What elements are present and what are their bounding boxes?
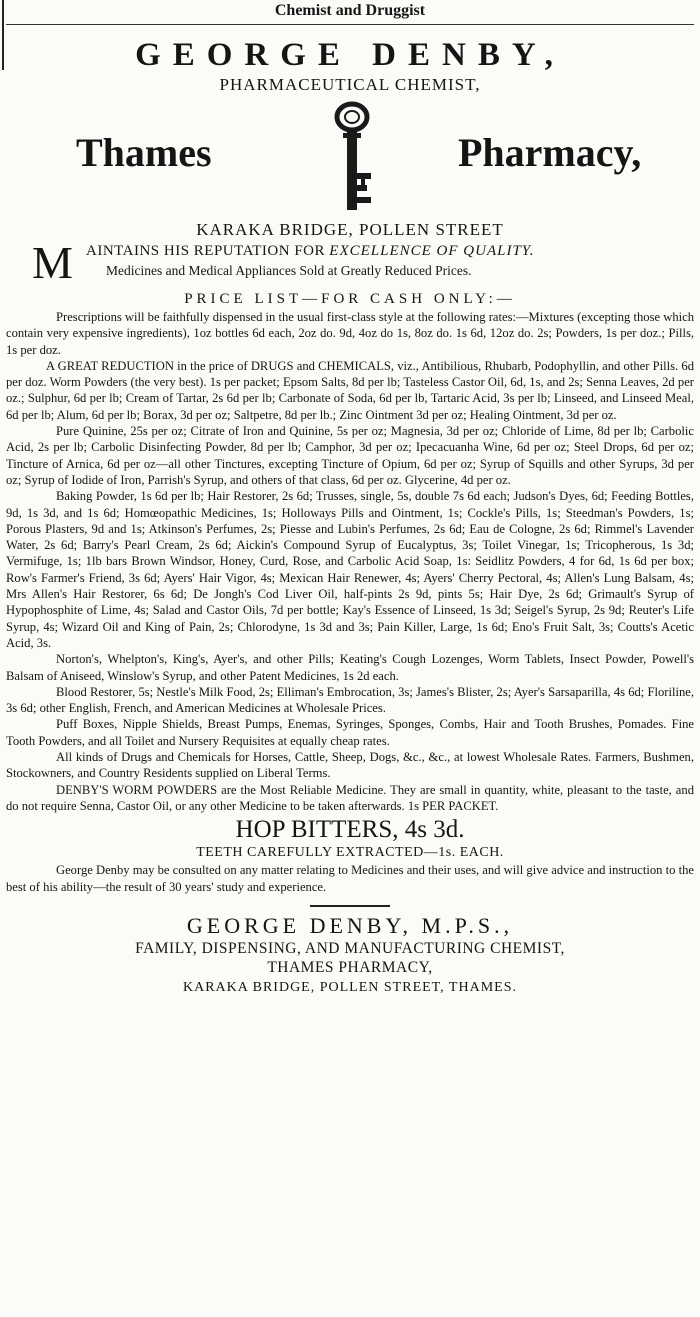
street-address: KARAKA BRIDGE, POLLEN STREET [196, 220, 504, 239]
footer-name: GEORGE DENBY, M.P.S., [186, 912, 514, 938]
paragraph-reduction: A GREAT REDUCTION in the price of DRUGS and CHEMICALS, viz., Antibilious, Rhubarb, Podophyllin, and other Pills. 6d per doz. Worm Powders (the very best). 1s per packet; Epsom Salts, 8d per lb; Tasteless Castor Oil, 6d, 1s, and 2s; Senna Leaves, 2d per oz.; Sulphur, 6d per lb; Cream of Tartar, 2s 6d per lb; Carbonate of Soda, 6d per lb, Tartaric Acid, 3s per lb; Linseed, and Linseed Meal, 6d per lb; Alum, 6d per lb; Borax, 3d per oz; Saltpetre, 8d per lb.; Zinc Ointment 3d per oz; Healing Ointment, 3d per oz. [6, 358, 694, 422]
reputation-block [6, 237, 694, 288]
divider-rule [310, 905, 390, 907]
reduced-prices-line: Medicines and Medical Appliances Sold at Greatly Reduced Prices. [106, 263, 472, 278]
business-subtitle: PHARMACEUTICAL CHEMIST, [219, 75, 481, 94]
left-column-rule [2, 0, 4, 70]
footer-pharmacy-line: THAMES PHARMACY, [267, 958, 433, 976]
business-name: GEORGE DENBY, [135, 37, 565, 73]
price-list-body [6, 309, 694, 814]
pharmacy-word: Pharmacy, [458, 130, 642, 175]
paragraph-animals: All kinds of Drugs and Chemicals for Horses, Cattle, Sheep, Dogs, &c., &c., at lowest Wholesale Rates. Farmers, Bushmen, Stockowners, and Country Residents supplied on Liberal Terms. [6, 750, 694, 781]
price-list-heading: PRICE LIST—FOR CASH ONLY:— [184, 291, 516, 307]
paragraph-puff-boxes: Puff Boxes, Nipple Shields, Breast Pumps, Enemas, Syringes, Sponges, Combs, Hair and Tooth Brushes, Pomades. Fine Tooth Powders, and all Toilet and Nursery Requisites at equally cheap rates. [6, 717, 694, 748]
thames-word: Thames [76, 130, 212, 175]
paragraph-consult: George Denby may be consulted on any matter relating to Medicines and their uses, and will give advice and instruction to the best of his ability—the result of 30 years' study and experience. [6, 863, 694, 894]
reputation-line [86, 243, 535, 260]
reputation-text: AINTAINS HIS REPUTATION FOR [86, 243, 326, 259]
quality-italic: EXCELLENCE OF QUALITY. [329, 243, 535, 259]
drop-cap: M [32, 237, 73, 288]
paragraph-baking-powder: Baking Powder, 1s 6d per lb; Hair Restorer, 2s 6d; Trusses, single, 5s, double 7s 6d each; Judson's Dyes, 6d; Feeding Bottles, 9d, 1s 3d, and 1s 6d; Homœopathic Medicines, 1s; Holloways Pills and Ointment, 1s; Cockle's Pills, 1s; Steedman's Powders, 1s; Porous Plasters, 9d and 1s; Atkinson's Perfumes, 2s; Piesse and Lubin's Perfumes, 2s 6d; Eau de Cologne, 2s 6d; Rimmel's Lavender Water, 2s 6d; Barry's Pearl Cream, 2s 6d; Aickin's Compound Syrup of Eucalyptus, 3s; Toilet Vinegar, 1s; Tricopherous, 1s 3d; Vermifuge, 1s; 1lb bars Brown Windsor, Honey, Curd, Rose, and Carbolic Acid Soap, 1s: Seidlitz Powders, 4 for 6d, 1s 6d per box; Row's Farmer's Friend, 3s 6d; Ayers' Hair Vigor, 4s; Mexican Hair Renewer, 4s; Ayers' Cherry Pectoral, 4s; Allen's Lung Balsam, 4s; Mrs Allen's Hair Restorer, 6s 6d; De Jongh's Cod Liver Oil, half-pints 2s 9d, pints 5s; Hair Dye, 2s 6d; Grimault's Syrup of Hypophosphite of Lime, 4s; Salad and Castor Oils, 7d per bottle; Kay's Essence of Linseed, 1s 3d; Seigel's Syrup, 2s 9d; Reuter's Life Syrup, 4s; Wizard Oil and King of Pain, 2s; Chlorodyne, 1s 3d and 3s; Pain Killer, Large, 1s 6d; Eno's Fruit Salt, 3s; Coutts's Acetic Acid, 3s. [6, 489, 694, 650]
hop-bitters: HOP BITTERS, 4s 3d. [235, 816, 465, 844]
paragraph-pills: Norton's, Whelpton's, King's, Ayer's, and other Pills; Keating's Cough Lozenges, Worm Tablets, Insect Powder, Powell's Balsam of Aniseed, Winslow's Syrup, and other Patent Medicines, 1s 2d each. [6, 652, 694, 683]
paragraph-quinine: Pure Quinine, 25s per oz; Citrate of Iron and Quinine, 5s per oz; Magnesia, 3d per oz; Chloride of Lime, 8d per lb; Carbolic Acid, 2s per lb; Carbolic Disinfecting Powder, 8d per lb; Camphor, 3d per oz; Ipecacuanha Wine, 6d per oz; Steel Drops, 6d per oz; Tincture of Arnica, 6d per oz—all other Tinctures, excepting Tincture of Opium, 6d per oz; Syrup of Squills and other Syrups, 3d per oz; Syrup of Iodide of Iron, Parrish's Syrup, and others of that class, 6d per oz. Glycerine, 4d per oz. [6, 424, 694, 487]
paragraph-blood-restorer: Blood Restorer, 5s; Nestle's Milk Food, 2s; Elliman's Embrocation, 3s; James's Blister, 2s; Ayer's Sarsaparilla, 4s 6d; Floriline, 3s 6d; other English, French, and American Medicines at Wholesale Prices. [6, 684, 694, 716]
footer-chemist-line: FAMILY, DISPENSING, AND MANUFACTURING CHEMIST, [135, 939, 565, 957]
teeth-extraction: TEETH CAREFULLY EXTRACTED—1s. EACH. [196, 845, 504, 861]
logo-row [6, 95, 694, 215]
paragraph-prescriptions: Prescriptions will be faithfully dispensed in the usual first-class style at the following rates:—Mixtures (excepting those which contain very expensive ingredients), 1oz bottles 6d each, 2oz do. 9d, 4oz do 1s, 8oz do. 1s 6d, 12oz do. 2s; Powders, 1s per doz.; Pills, 1s per doz. [6, 310, 694, 357]
footer-address: KARAKA BRIDGE, POLLEN STREET, THAMES. [183, 979, 517, 995]
advertisement [6, 0, 694, 999]
consult-block [6, 862, 694, 895]
paragraph-worm-powders: DENBY'S WORM POWDERS are the Most Reliable Medicine. They are small in quantity, white, pleasant to the taste, and do not require Senna, Castor Oil, or any other Medicine to be taken afterwards. 1s PER PACKET. [6, 782, 694, 813]
section-header: Chemist and Druggist [6, 0, 694, 25]
key-icon [331, 101, 373, 213]
